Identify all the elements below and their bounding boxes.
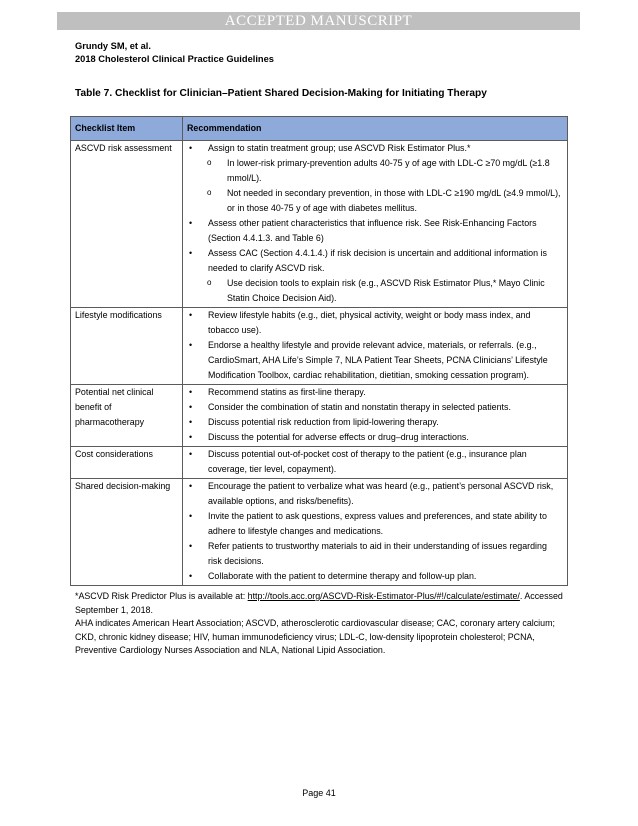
sub-bullet-item: o Not needed in secondary prevention, in those with LDL-C ≥190 mg/dL (≥4.9 mmol/L), or in those 40-75 y of age with diabetes mellitus. (187, 186, 567, 216)
table-row (71, 141, 568, 308)
recommendation-cell (183, 141, 568, 308)
accepted-manuscript-banner: ACCEPTED MANUSCRIPT (57, 12, 580, 30)
bullet-item: • Assess other patient characteristics that influence risk. See Risk-Enhancing Factors (Section 4.4.1.3. and Table 6) (187, 216, 567, 246)
bullet-item: • Discuss the potential for adverse effects or drug–drug interactions. (187, 430, 567, 445)
estimator-link[interactable]: http://tools.acc.org/ASCVD-Risk-Estimator-Plus/#!/calculate/estimate/ (247, 591, 520, 601)
table-header-row (71, 117, 568, 141)
bullet-item: • Refer patients to trustworthy materials to aid in their understanding of issues regarding risk decisions. (187, 539, 567, 569)
page-number: Page 41 (302, 788, 336, 798)
bullet-item: • Consider the combination of statin and nonstatin therapy in selected patients. (187, 400, 567, 415)
table-row (71, 447, 568, 479)
table-row (71, 479, 568, 586)
checklist-item: Potential net clinical benefit of pharmacotherapy (71, 385, 183, 447)
checklist-table (70, 116, 568, 586)
sub-bullet-item: o In lower-risk primary-prevention adults 40-75 y of age with LDL-C ≥70 mg/dL (≥1.8 mmol/L). (187, 156, 567, 186)
recommendation-cell (183, 447, 568, 479)
table-row (71, 308, 568, 385)
recommendation-cell (183, 479, 568, 586)
footnote-prefix: *ASCVD Risk Predictor Plus is available at: (75, 591, 248, 601)
footnote-suffix: . Accessed September 1, 2018. (75, 591, 563, 615)
recommendation-cell (183, 308, 568, 385)
footnote (75, 590, 565, 617)
column-header-recommendation: Recommendation (183, 117, 568, 141)
sub-bullet-item: o Use decision tools to explain risk (e.g., ASCVD Risk Estimator Plus,* Mayo Clinic Statin Choice Decision Aid). (187, 276, 567, 306)
bullet-item: • Assess CAC (Section 4.4.1.4.) if risk decision is uncertain and additional information is needed to clarify ASCVD risk. (187, 246, 567, 276)
checklist-item: Lifestyle modifications (71, 308, 183, 385)
bullet-item: • Review lifestyle habits (e.g., diet, physical activity, weight or body mass index, and tobacco use). (187, 308, 567, 338)
abbreviations-note: AHA indicates American Heart Association; ASCVD, atherosclerotic cardiovascular disease; CAC, coronary artery calcium; CKD, chronic kidney disease; HIV, human immunodeficiency virus; LDL-C, low-density lipoprotein cholesterol; PCNA, Preventive Cardiology Nurses Association and NLA, National Lipid Association. (75, 618, 555, 655)
checklist-item: ASCVD risk assessment (71, 141, 183, 308)
bullet-item: • Recommend statins as first-line therapy. (187, 385, 567, 400)
table-row (71, 385, 568, 447)
column-header-item: Checklist Item (71, 117, 183, 141)
table-title: Table 7. Checklist for Clinician–Patient Shared Decision-Making for Initiating Therapy (75, 88, 487, 99)
table-notes (75, 590, 565, 658)
bullet-item: • Endorse a healthy lifestyle and provide relevant advice, materials, or referrals. (e.g., CardioSmart, AHA Life’s Simple 7, NLA Patient Tear Sheets, PCNA Clinicians’ Lifestyle Modification Toolbox, cardiac rehabilitation, dietitian, smoking cessation program). (187, 338, 567, 383)
header-authors: Grundy SM, et al. (75, 41, 151, 51)
bullet-item: • Discuss potential risk reduction from lipid-lowering therapy. (187, 415, 567, 430)
bullet-item: • Assign to statin treatment group; use ASCVD Risk Estimator Plus.* (187, 141, 567, 156)
recommendation-cell (183, 385, 568, 447)
bullet-item: • Discuss potential out-of-pocket cost of therapy to the patient (e.g., insurance plan coverage, tier level, copayment). (187, 447, 567, 477)
bullet-item: • Encourage the patient to verbalize what was heard (e.g., patient’s personal ASCVD risk, available options, and risks/benefits). (187, 479, 567, 509)
header-title: 2018 Cholesterol Clinical Practice Guidelines (75, 54, 274, 64)
running-header (75, 40, 274, 66)
checklist-item: Cost considerations (71, 447, 183, 479)
checklist-item: Shared decision-making (71, 479, 183, 586)
bullet-item: • Invite the patient to ask questions, express values and preferences, and state ability to adhere to lifestyle changes and medications. (187, 509, 567, 539)
bullet-item: • Collaborate with the patient to determine therapy and follow-up plan. (187, 569, 567, 584)
